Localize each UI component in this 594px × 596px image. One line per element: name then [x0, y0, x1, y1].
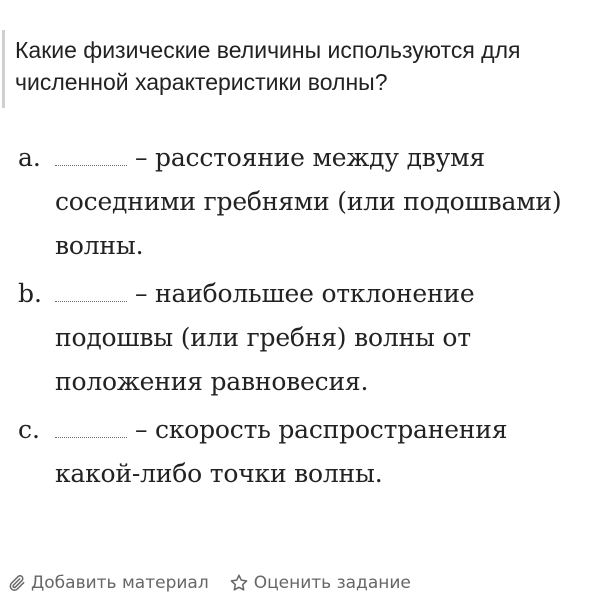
- list-item: [0, 272, 594, 404]
- list-item: [0, 408, 594, 496]
- item-body: [55, 136, 592, 268]
- item-text: – расстояние между двумя соседними гребнями (или подошвами) волны.: [55, 143, 562, 260]
- paperclip-icon: [8, 574, 26, 592]
- item-text: – наибольшее отклонение подошвы (или гребня) волны от положения равновесия.: [55, 279, 475, 396]
- rate-task-label: Оценить задание: [253, 573, 411, 593]
- add-material-label: Добавить материал: [31, 573, 209, 593]
- item-text: – скорость распространения какой-либо точки волны.: [55, 415, 508, 488]
- fill-blank: [55, 281, 127, 302]
- star-outline-icon: [229, 573, 249, 593]
- footer-actions: [8, 570, 411, 596]
- answer-list: [0, 136, 594, 496]
- item-letter: a.: [18, 143, 41, 172]
- question-block: [0, 30, 580, 108]
- fill-blank: [55, 145, 127, 166]
- fill-blank: [55, 417, 127, 438]
- list-item: [0, 136, 594, 268]
- item-body: [55, 408, 592, 496]
- item-body: [55, 272, 592, 404]
- add-material-button[interactable]: [8, 573, 209, 593]
- item-letter: b.: [18, 279, 42, 308]
- question-quote-bar: [2, 30, 5, 108]
- item-letter: c.: [18, 415, 40, 444]
- question-text: Какие физические величины используются для численной характеристики волны?: [15, 37, 521, 95]
- rate-task-button[interactable]: [229, 573, 411, 593]
